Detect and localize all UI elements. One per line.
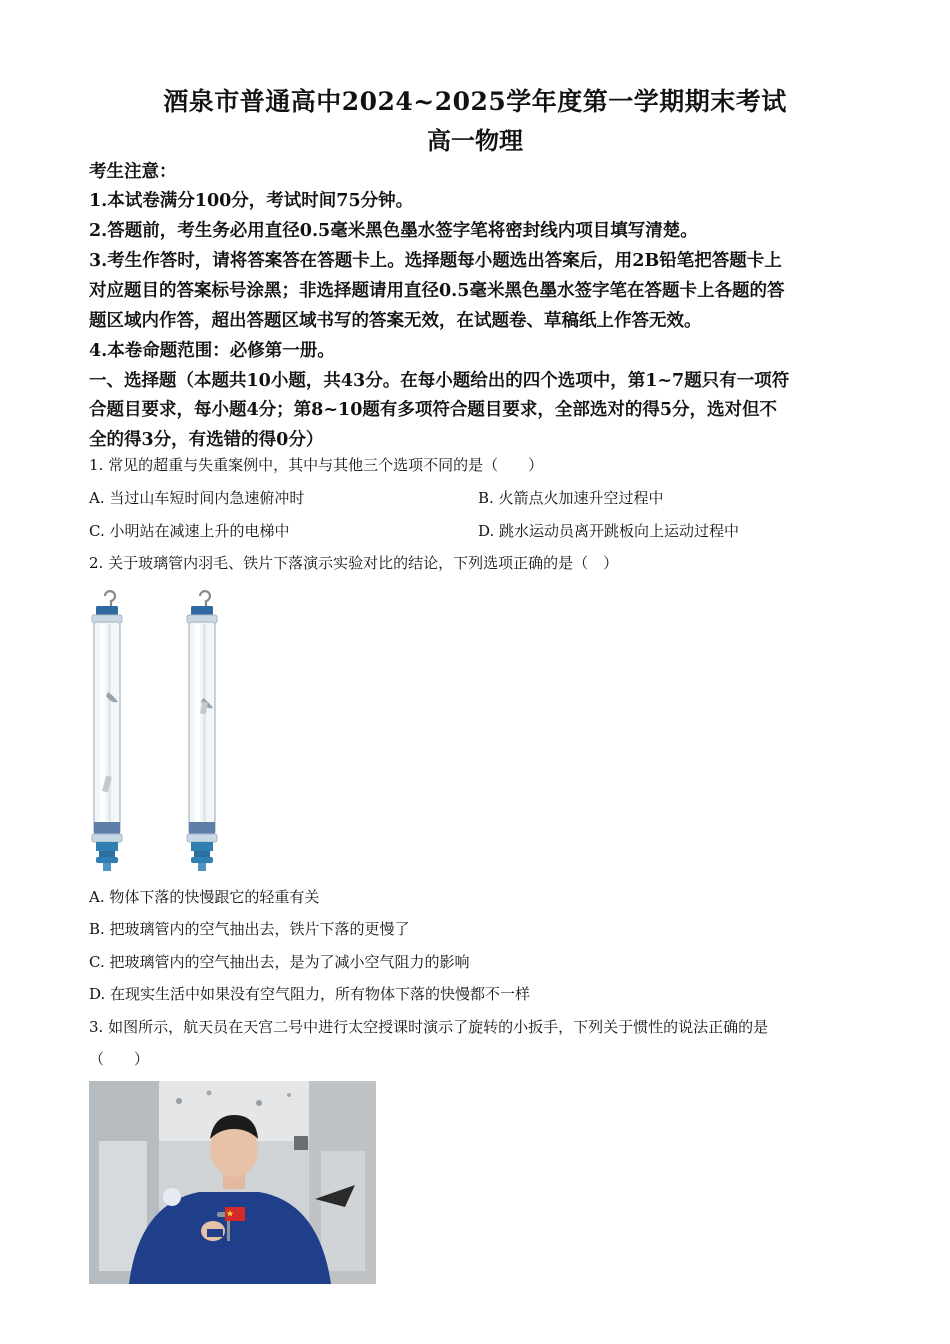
- q2-option-b: B. 把玻璃管内的空气抽出去，铁片下落的更慢了: [89, 920, 410, 938]
- glass-tubes-figure: [88, 584, 248, 876]
- q2-option-a: A. 物体下落的快慢跟它的轻重有关: [89, 888, 320, 906]
- astronaut-photo: [89, 1081, 376, 1284]
- q1-option-b: B. 火箭点火加速升空过程中: [478, 489, 664, 507]
- q1-option-d: D. 跳水运动员离开跳板向上运动过程中: [478, 522, 740, 540]
- q1-option-c: C. 小明站在减速上升的电梯中: [89, 522, 290, 540]
- notice-heading: 考生注意：: [89, 162, 177, 182]
- notice-item: 题区域内作答，超出答题区域书写的答案无效，在试题卷、草稿纸上作答无效。: [89, 311, 702, 331]
- exam-subject: 高一物理: [427, 126, 523, 155]
- section-instructions: 一、选择题（本题共10小题，共43分。在每小题给出的四个选项中，第1~7题只有一项符: [89, 371, 790, 391]
- exam-title: 酒泉市普通高中2024~2025学年度第一学期期末考试: [163, 87, 787, 116]
- question-3-stem: 3. 如图所示，航天员在天宫二号中进行太空授课时演示了旋转的小扳手，下列关于惯性的说法正确的是: [89, 1018, 769, 1036]
- question-2-stem: 2. 关于玻璃管内羽毛、铁片下落演示实验对比的结论，下列选项正确的是（ ）: [89, 554, 619, 572]
- notice-item: 2.答题前，考生务必用直径0.5毫米黑色墨水签字笔将密封线内项目填写清楚。: [89, 221, 698, 241]
- q2-option-d: D. 在现实生活中如果没有空气阻力，所有物体下落的快慢都不一样: [89, 985, 531, 1003]
- notice-item: 1.本试卷满分100分，考试时间75分钟。: [89, 191, 414, 211]
- section-instructions: 合题目要求，每小题4分；第8~10题有多项符合题目要求，全部选对的得5分，选对但不: [89, 400, 778, 420]
- notice-item: 4.本卷命题范围：必修第一册。: [89, 341, 335, 361]
- section-instructions: 全的得3分，有选错的得0分）: [89, 430, 324, 450]
- q2-option-c: C. 把玻璃管内的空气抽出去，是为了减小空气阻力的影响: [89, 953, 470, 971]
- notice-item: 3.考生作答时，请将答案答在答题卡上。选择题每小题选出答案后，用2B铅笔把答题卡上: [89, 251, 782, 271]
- q1-option-a: A. 当过山车短时间内急速俯冲时: [89, 489, 305, 507]
- question-1-stem: 1. 常见的超重与失重案例中，其中与其他三个选项不同的是（ ）: [89, 456, 544, 474]
- glass-tube-right: [187, 591, 217, 871]
- question-3-stem-continued: （ ）: [89, 1050, 150, 1068]
- glass-tube-left: [92, 591, 122, 871]
- notice-item: 对应题目的答案标号涂黑；非选择题请用直径0.5毫米黑色墨水签字笔在答题卡上各题的答: [89, 281, 785, 301]
